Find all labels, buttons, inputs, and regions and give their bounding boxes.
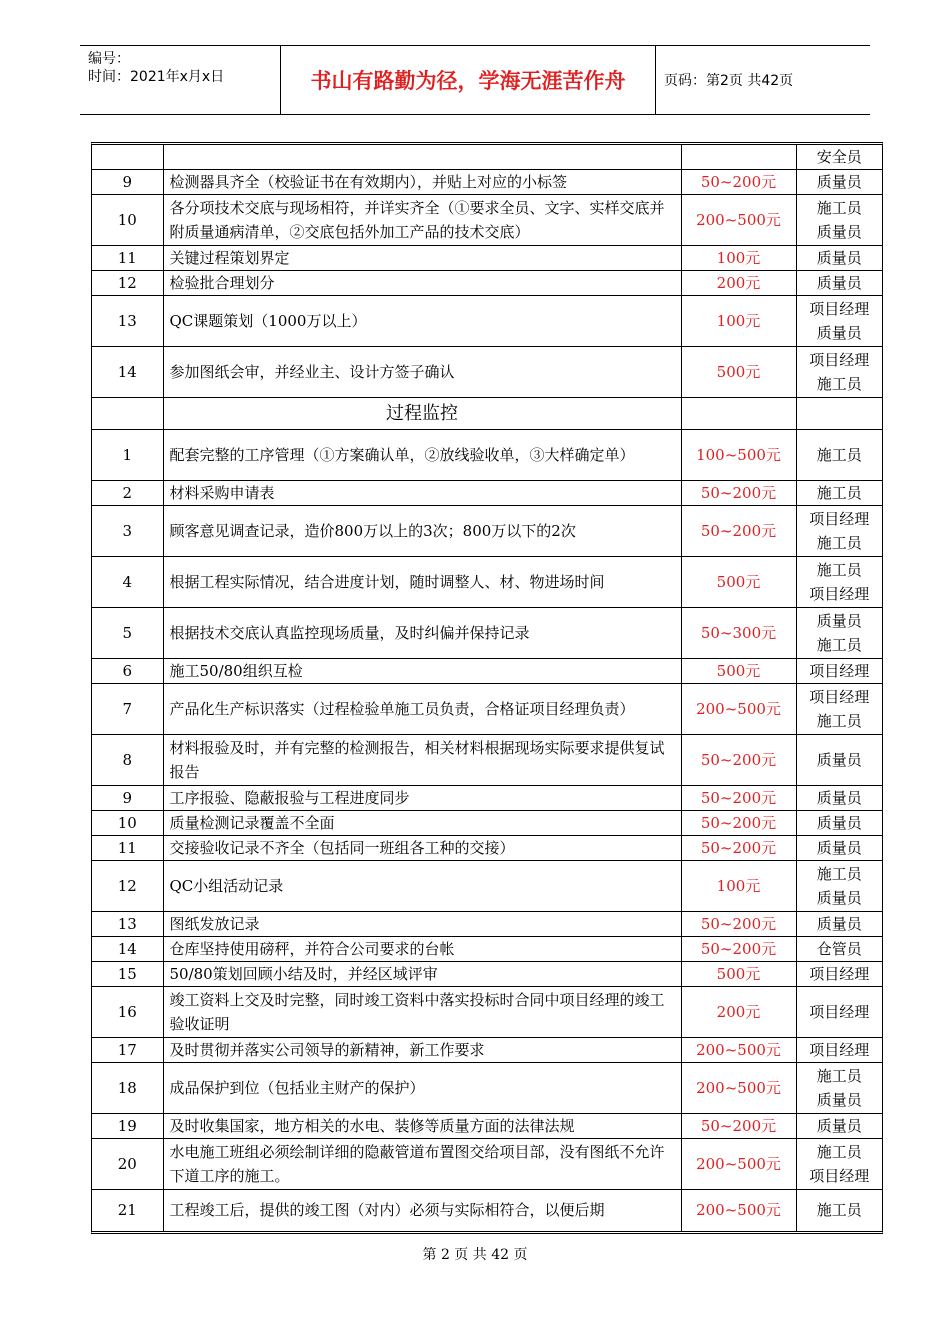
- responsible-role: 施工员: [816, 561, 862, 579]
- row-responsible: [796, 347, 882, 398]
- responsible-role: 质量员: [816, 173, 862, 191]
- table-row: [92, 1139, 882, 1190]
- row-amount: 200~500元: [681, 684, 796, 735]
- responsible-role: 施工员: [816, 534, 862, 552]
- table-row: [92, 912, 882, 937]
- table-row: [92, 1063, 882, 1114]
- row-description: 交接验收记录不齐全（包括同一班组各工种的交接）: [163, 836, 681, 861]
- row-description: 图纸发放记录: [163, 912, 681, 937]
- row-responsible: [796, 786, 882, 811]
- row-amount: 200元: [681, 987, 796, 1038]
- table-row: [92, 347, 882, 398]
- row-description: 质量检测记录覆盖不全面: [163, 811, 681, 836]
- row-amount: 500元: [681, 962, 796, 987]
- row-number: 8: [92, 735, 163, 786]
- header-divider: [280, 46, 281, 114]
- responsible-role: 质量员: [816, 915, 862, 933]
- responsible-role: 安全员: [816, 148, 862, 166]
- responsible-role: 质量员: [816, 1117, 862, 1135]
- row-number: 4: [92, 557, 163, 608]
- row-number: 20: [92, 1139, 163, 1190]
- table-row: [92, 861, 882, 912]
- row-description: 顾客意见调查记录，造价800万以上的3次；800万以下的2次: [163, 506, 681, 557]
- row-amount: [681, 145, 796, 170]
- row-number: 3: [92, 506, 163, 557]
- row-responsible: [796, 811, 882, 836]
- responsible-role: 项目经理: [809, 585, 870, 603]
- row-description: 检测器具齐全（校验证书在有效期内），并贴上对应的小标签: [163, 170, 681, 195]
- row-responsible: [796, 987, 882, 1038]
- table-row: [92, 506, 882, 557]
- row-amount: 100元: [681, 861, 796, 912]
- responsible-role: 质量员: [816, 814, 862, 832]
- row-responsible: [796, 912, 882, 937]
- row-description: 仓库坚持使用磅秤，并符合公司要求的台帐: [163, 937, 681, 962]
- table-row: [92, 962, 882, 987]
- table-row: [92, 608, 882, 659]
- row-amount: 50~200元: [681, 937, 796, 962]
- row-amount: 50~200元: [681, 735, 796, 786]
- responsible-role: 施工员: [816, 446, 862, 464]
- responsible-role: 质量员: [816, 889, 862, 907]
- row-number: [92, 145, 163, 170]
- row-description: 工序报验、隐蔽报验与工程进度同步: [163, 786, 681, 811]
- responsible-role: 施工员: [816, 1143, 862, 1161]
- row-number: 5: [92, 608, 163, 659]
- row-amount: 100~500元: [681, 430, 796, 481]
- inspection-table: [91, 142, 883, 1234]
- table-row: [92, 145, 882, 170]
- row-number: 12: [92, 861, 163, 912]
- row-number: 19: [92, 1114, 163, 1139]
- responsible-role: 施工员: [816, 636, 862, 654]
- row-amount: 500元: [681, 347, 796, 398]
- row-responsible: [796, 506, 882, 557]
- table-row: [92, 1114, 882, 1139]
- table-row: [92, 836, 882, 861]
- row-responsible: [796, 195, 882, 246]
- responsible-role: 质量员: [816, 1091, 862, 1109]
- table-row: [92, 557, 882, 608]
- row-description: 50/80策划回顾小结及时，并经区域评审: [163, 962, 681, 987]
- row-description: QC小组活动记录: [163, 861, 681, 912]
- row-amount: 200~500元: [681, 1038, 796, 1063]
- row-number: 15: [92, 962, 163, 987]
- row-number: 6: [92, 659, 163, 684]
- responsible-role: 质量员: [816, 274, 862, 292]
- table-row: [92, 811, 882, 836]
- row-number: 10: [92, 811, 163, 836]
- responsible-role: 质量员: [816, 223, 862, 241]
- row-responsible: [796, 296, 882, 347]
- table-row: [92, 1038, 882, 1063]
- header-page-label: 页码：第2页 共42页: [664, 73, 794, 89]
- responsible-role: 施工员: [816, 1201, 862, 1220]
- row-responsible: [796, 430, 882, 481]
- row-amount: 50~200元: [681, 170, 796, 195]
- row-description: 关键过程策划界定: [163, 246, 681, 271]
- row-amount: 50~200元: [681, 786, 796, 811]
- row-responsible: [796, 1139, 882, 1190]
- row-description: 工程竣工后，提供的竣工图（对内）必须与实际相符合，以便后期: [163, 1190, 681, 1231]
- responsible-role: 质量员: [816, 612, 862, 630]
- section-cell: [681, 398, 796, 430]
- row-responsible: [796, 937, 882, 962]
- row-number: 10: [92, 195, 163, 246]
- responsible-role: 项目经理: [809, 510, 870, 528]
- row-description: 产品化生产标识落实（过程检验单施工员负责，合格证项目经理负责）: [163, 684, 681, 735]
- responsible-role: 质量员: [816, 324, 862, 342]
- row-amount: 500元: [681, 557, 796, 608]
- row-number: 1: [92, 430, 163, 481]
- header-divider: [655, 46, 656, 114]
- row-responsible: [796, 557, 882, 608]
- row-number: 13: [92, 912, 163, 937]
- row-number: 2: [92, 481, 163, 506]
- responsible-role: 施工员: [816, 375, 862, 393]
- responsible-role: 施工员: [816, 712, 862, 730]
- responsible-role: 仓管员: [816, 940, 862, 958]
- table-row: [92, 296, 882, 347]
- row-amount: 100元: [681, 296, 796, 347]
- responsible-role: 质量员: [816, 751, 862, 769]
- row-responsible: [796, 1038, 882, 1063]
- responsible-role: 施工员: [816, 484, 862, 502]
- page-footer: 第 2 页 共 42 页: [422, 1247, 528, 1263]
- row-amount: 50~200元: [681, 1114, 796, 1139]
- responsible-role: 质量员: [816, 249, 862, 267]
- row-number: 12: [92, 271, 163, 296]
- row-amount: 200~500元: [681, 1139, 796, 1190]
- row-responsible: [796, 246, 882, 271]
- row-description: 材料采购申请表: [163, 481, 681, 506]
- responsible-role: 质量员: [816, 839, 862, 857]
- responsible-role: 施工员: [816, 1067, 862, 1085]
- row-responsible: [796, 962, 882, 987]
- row-number: 18: [92, 1063, 163, 1114]
- table-row: [92, 246, 882, 271]
- row-description: 及时贯彻并落实公司领导的新精神，新工作要求: [163, 1038, 681, 1063]
- row-number: 16: [92, 987, 163, 1038]
- responsible-role: 质量员: [816, 789, 862, 807]
- row-responsible: [796, 1063, 882, 1114]
- table-row: [92, 684, 882, 735]
- section-cell: [92, 398, 163, 430]
- table-row: [92, 271, 882, 296]
- row-amount: 50~200元: [681, 481, 796, 506]
- row-description: 根据技术交底认真监控现场质量，及时纠偏并保持记录: [163, 608, 681, 659]
- responsible-role: 项目经理: [809, 1003, 870, 1021]
- row-number: 17: [92, 1038, 163, 1063]
- row-description: 参加图纸会审，并经业主、设计方签子确认: [163, 347, 681, 398]
- section-row: [92, 398, 882, 430]
- row-description: 各分项技术交底与现场相符，并详实齐全（①要求全员、文字、实样交底并附质量通病清单，②交底包括外加工产品的技术交底）: [163, 195, 681, 246]
- row-number: 11: [92, 836, 163, 861]
- row-responsible: [796, 684, 882, 735]
- responsible-role: 项目经理: [809, 965, 870, 983]
- row-responsible: [796, 145, 882, 170]
- row-amount: 200元: [681, 271, 796, 296]
- row-number: 7: [92, 684, 163, 735]
- row-responsible: [796, 271, 882, 296]
- row-number: 21: [92, 1190, 163, 1231]
- inspection-table-grid: [92, 145, 882, 1231]
- row-number: 9: [92, 786, 163, 811]
- section-title: 过程监控: [163, 398, 681, 430]
- row-description: 检验批合理划分: [163, 271, 681, 296]
- row-amount: 200~500元: [681, 1063, 796, 1114]
- row-description: QC课题策划（1000万以上）: [163, 296, 681, 347]
- row-amount: 500元: [681, 659, 796, 684]
- responsible-role: 项目经理: [809, 1041, 870, 1059]
- table-row: [92, 987, 882, 1038]
- row-description: 根据工程实际情况，结合进度计划，随时调整人、材、物进场时间: [163, 557, 681, 608]
- row-description: [163, 145, 681, 170]
- row-amount: 200~500元: [681, 1190, 796, 1231]
- row-number: 9: [92, 170, 163, 195]
- row-responsible: [796, 861, 882, 912]
- responsible-role: 项目经理: [809, 351, 870, 369]
- row-number: 13: [92, 296, 163, 347]
- row-number: 14: [92, 347, 163, 398]
- row-amount: 100元: [681, 246, 796, 271]
- row-description: 施工50/80组织互检: [163, 659, 681, 684]
- row-description: 及时收集国家，地方相关的水电、装修等质量方面的法律法规: [163, 1114, 681, 1139]
- row-responsible: [796, 1190, 882, 1231]
- responsible-role: 项目经理: [809, 1167, 870, 1185]
- responsible-role: 施工员: [816, 199, 862, 217]
- row-description: 配套完整的工序管理（①方案确认单，②放线验收单，③大样确定单）: [163, 430, 681, 481]
- row-amount: 50~200元: [681, 811, 796, 836]
- row-amount: 50~300元: [681, 608, 796, 659]
- row-description: 竣工资料上交及时完整，同时竣工资料中落实投标时合同中项目经理的竣工验收证明: [163, 987, 681, 1038]
- row-responsible: [796, 481, 882, 506]
- row-responsible: [796, 836, 882, 861]
- row-responsible: [796, 170, 882, 195]
- table-row: [92, 659, 882, 684]
- row-amount: 200~500元: [681, 195, 796, 246]
- row-amount: 50~200元: [681, 506, 796, 557]
- row-amount: 50~200元: [681, 836, 796, 861]
- header-motto: 书山有路勤为径，学海无涯苦作舟: [310, 69, 626, 93]
- row-number: 14: [92, 937, 163, 962]
- header-meta: [88, 50, 278, 86]
- number-label: 编号：: [88, 51, 130, 67]
- table-row: [92, 786, 882, 811]
- table-row: [92, 937, 882, 962]
- responsible-role: 施工员: [816, 865, 862, 883]
- responsible-role: 项目经理: [809, 688, 870, 706]
- table-row: [92, 170, 882, 195]
- time-label: 时间：2021年x月x日: [88, 69, 225, 85]
- table-row: [92, 1190, 882, 1231]
- row-responsible: [796, 735, 882, 786]
- page-header: [80, 45, 870, 115]
- responsible-role: 项目经理: [809, 300, 870, 318]
- table-row: [92, 481, 882, 506]
- table-row: [92, 735, 882, 786]
- section-cell: [796, 398, 882, 430]
- table-row: [92, 430, 882, 481]
- row-responsible: [796, 659, 882, 684]
- row-amount: 50~200元: [681, 912, 796, 937]
- row-responsible: [796, 1114, 882, 1139]
- row-description: 材料报验及时，并有完整的检测报告，相关材料根据现场实际要求提供复试报告: [163, 735, 681, 786]
- row-description: 成品保护到位（包括业主财产的保护）: [163, 1063, 681, 1114]
- row-responsible: [796, 608, 882, 659]
- row-description: 水电施工班组必须绘制详细的隐蔽管道布置图交给项目部，没有图纸不允许下道工序的施工。: [163, 1139, 681, 1190]
- responsible-role: 项目经理: [809, 662, 870, 680]
- row-number: 11: [92, 246, 163, 271]
- table-row: [92, 195, 882, 246]
